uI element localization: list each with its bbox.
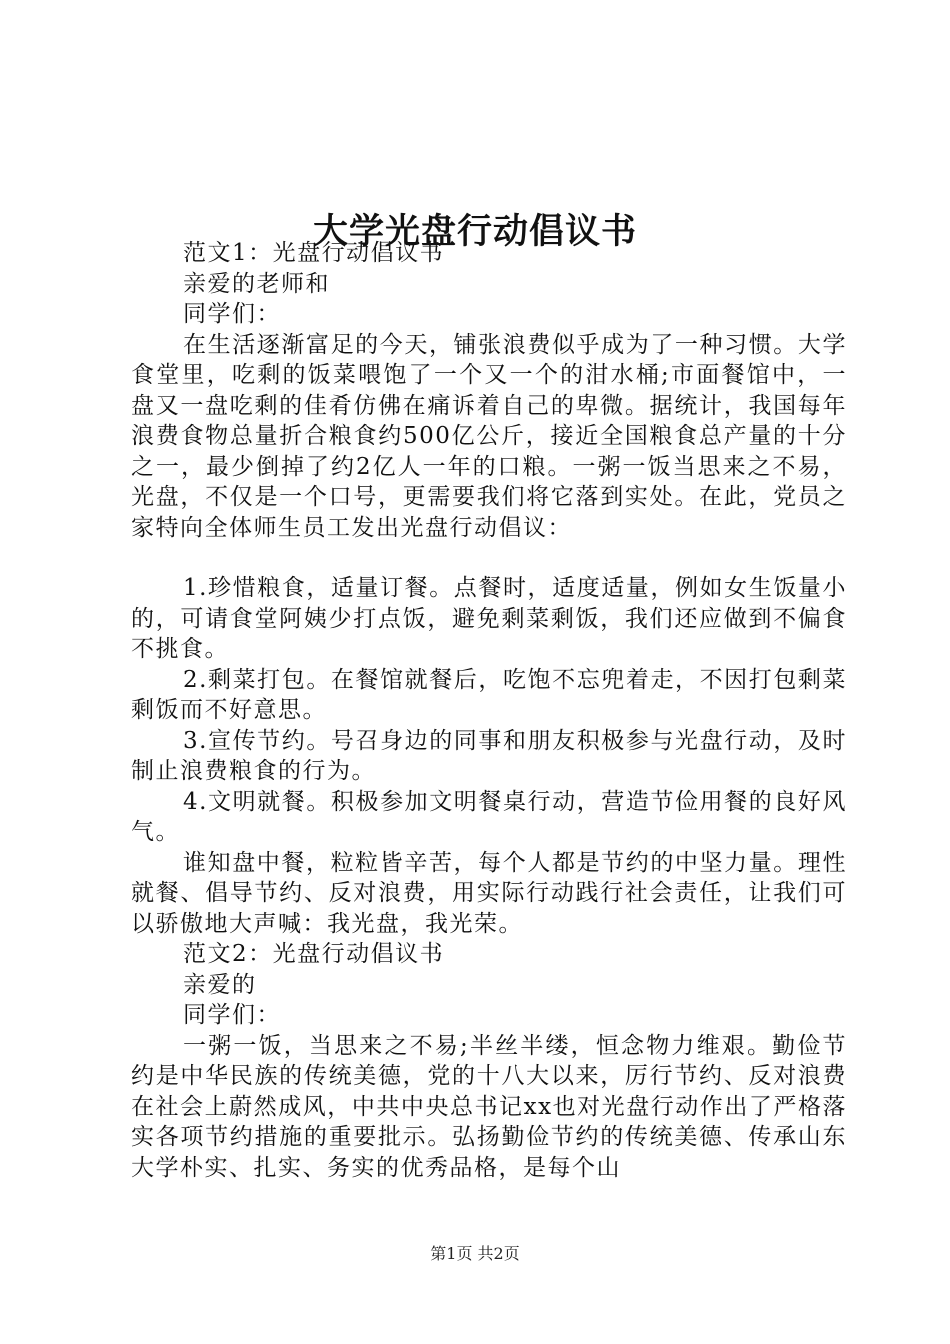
document-title: 大学光盘行动倡议书 <box>312 211 637 253</box>
salutation-line: 亲爱的老师和 <box>183 270 330 297</box>
body-paragraph: 一粥一饭，当思来之不易;半丝半缕，恒念物力维艰。勤俭节约是中华民族的传统美德，党的十八大以来，厉行节约、反对浪费在社会上蔚然成风，中共中央总书记xx也对光盘行动作出了严格落实各项节约措施的重要批示。弘扬勤俭节约的传统美德、传承山东大学朴实、扎实、务实的优秀品格，是每个山 <box>131 1032 847 1181</box>
document-body <box>131 238 847 1183</box>
section-heading-2: 范文2：光盘行动倡议书 <box>183 941 445 967</box>
proposal-item-2: 2.剩菜打包。在餐馆就餐后，吃饱不忘兜着走，不因打包剩菜剩饭而不好意思。 <box>131 666 847 723</box>
salutation-line: 同学们： <box>183 301 281 327</box>
proposal-item-1: 1.珍惜粮食，适量订餐。点餐时，适度适量，例如女生饭量小的，可请食堂阿姨少打点饭，避免剩菜剩饭，我们还应做到不偏食不挑食。 <box>131 575 847 662</box>
page-footer: 第1页 共2页 <box>430 1244 520 1263</box>
proposal-item-4: 4.文明就餐。积极参加文明餐桌行动，营造节俭用餐的良好风气。 <box>131 788 847 845</box>
body-paragraph: 在生活逐渐富足的今天，铺张浪费似乎成为了一种习惯。大学食堂里，吃剩的饭菜喂饱了一个又一个的泔水桶;市面餐馆中，一盘又一盘吃剩的佳肴仿佛在痛诉着自己的卑微。据统计，我国每年浪费食物总量折合粮食约500亿公斤，接近全国粮食总产量的十分之一，最少倒掉了约2亿人一年的口粮。一粥一饭当思来之不易，光盘，不仅是一个口号，更需要我们将它落到实处。在此，党员之家特向全体师生员工发出光盘行动倡议： <box>131 331 847 541</box>
salutation-line: 同学们： <box>183 1002 281 1028</box>
salutation-line: 亲爱的 <box>183 971 257 998</box>
section-heading-1: 范文1：光盘行动倡议书 <box>183 240 445 266</box>
closing-paragraph: 谁知盘中餐，粒粒皆辛苦，每个人都是节约的中坚力量。理性就餐、倡导节约、反对浪费，用实际行动践行社会责任，让我们可以骄傲地大声喊：我光盘，我光荣。 <box>131 849 847 937</box>
proposal-item-3: 3.宣传节约。号召身边的同事和朋友积极参与光盘行动，及时制止浪费粮食的行为。 <box>131 727 847 784</box>
